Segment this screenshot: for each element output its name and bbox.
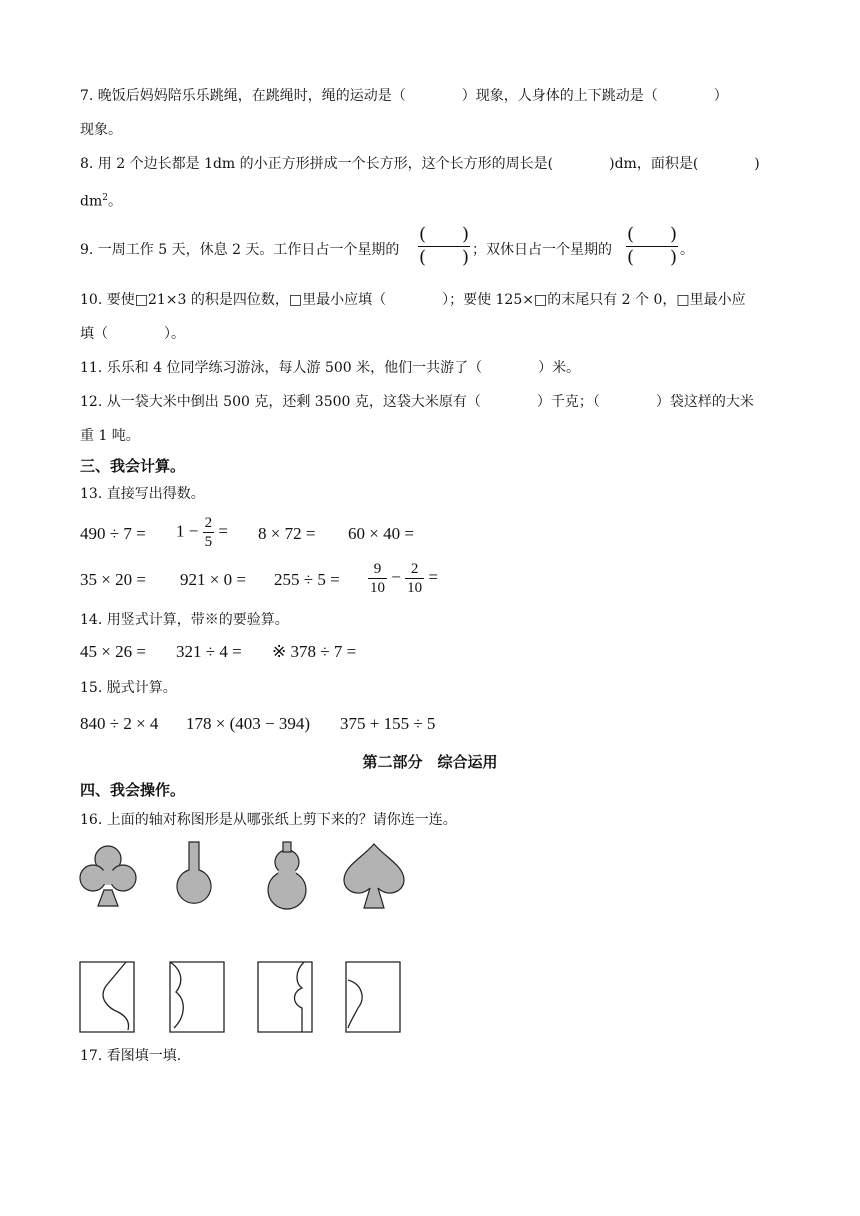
q13-item-h-operator: − [391, 567, 401, 587]
q15-label: 15. 脱式计算。 [80, 680, 177, 696]
q9-text-a: 9. 一周工作 5 天，休息 2 天。工作日占一个星期的 [80, 242, 400, 258]
gourd-shape-icon [264, 840, 310, 912]
q13-item-h [368, 560, 438, 597]
q15-item-1: 840 ÷ 2 × 4 [80, 714, 159, 733]
q10-line2: 填（ ）。 [80, 326, 185, 342]
q13-item-h-numerator-1: 9 [368, 560, 387, 579]
section3-title: 三、我会计算。 [80, 457, 186, 475]
q11-line: 11. 乐乐和 4 位同学练习游泳，每人游 500 米，他们一共游了（ ）米。 [80, 360, 581, 376]
q13-item-c: 8 × 72 = [258, 524, 316, 543]
q9-fraction-2-numerator: ( ) [626, 224, 678, 245]
q12-line2: 重 1 吨。 [80, 428, 140, 444]
q9-text-b: ；双休日占一个星期的 [472, 242, 612, 258]
q8-line1: 8. 用 2 个边长都是 1dm 的小正方形拼成一个长方形，这个长方形的周长是( )dm，面积是( ) [80, 156, 760, 172]
q8-line2 [80, 188, 122, 212]
q13-item-f: 921 × 0 = [180, 570, 246, 589]
q7-line1: 7. 晚饭后妈妈陪乐乐跳绳，在跳绳时，绳的运动是（ ）现象，人身体的上下跳动是（ ） [80, 88, 728, 104]
q13-item-h-post: = [428, 567, 438, 587]
q15-item-3: 375 + 155 ÷ 5 [340, 714, 436, 733]
paper-2-icon[interactable] [168, 958, 226, 1034]
round-flask-shape-icon [172, 840, 216, 912]
q13-item-b-post: = [218, 521, 228, 541]
q14-item-1: 45 × 26 = [80, 642, 146, 661]
q13-item-b-denominator: 5 [204, 534, 213, 550]
q13-item-d: 60 × 40 = [348, 524, 414, 543]
q13-item-a: 490 ÷ 7 = [80, 524, 146, 543]
q9-fraction-2-denominator: ( ) [626, 247, 678, 268]
paper-3-icon[interactable] [256, 958, 314, 1034]
q13-item-b-pre: 1 − [176, 521, 199, 541]
q8-unit-sup: 2 [102, 193, 108, 203]
q17-label: 17. 看图填一填. [80, 1048, 182, 1064]
q14-item-3: ※ 378 ÷ 7 = [272, 642, 357, 661]
q13-item-h-denominator-1: 10 [370, 580, 385, 596]
q13-item-h-numerator-2: 2 [405, 560, 424, 579]
paper-1-icon[interactable] [78, 958, 136, 1034]
q13-item-h-denominator-2: 10 [407, 580, 423, 596]
q9-fraction-1-numerator: ( ) [418, 224, 470, 245]
spade-shape-icon [342, 840, 406, 912]
q9-fraction-1-denominator: ( ) [418, 247, 470, 268]
q13-item-b-numerator: 2 [204, 515, 213, 531]
q8-end: 。 [107, 193, 122, 210]
q9-text-c: 。 [680, 242, 694, 258]
q13-label: 13. 直接写出得数。 [80, 486, 205, 502]
q14-item-2: 321 ÷ 4 = [176, 642, 242, 661]
q8-unit: dm [80, 193, 103, 210]
q9-fraction-blank-1 [418, 224, 470, 269]
q13-item-g: 255 ÷ 5 = [274, 570, 340, 589]
q15-item-2: 178 × (403 − 394) [186, 714, 310, 733]
q14-label: 14. 用竖式计算，带※的要验算。 [80, 612, 289, 628]
q16-label: 16. 上面的轴对称图形是从哪张纸上剪下来的？请你连一连。 [80, 812, 457, 828]
q12-line1: 12. 从一袋大米中倒出 500 克，还剩 3500 克，这袋大米原有（ ）千克；（ ）袋这样的大米 [80, 394, 754, 410]
q13-item-b [176, 514, 228, 551]
q10-line1: 10. 要使□21×3 的积是四位数，□里最小应填（ ）；要使 125×□的末尾只有 2 个 0，□里最小应 [80, 292, 746, 308]
part2-title: 第二部分 综合运用 [362, 753, 498, 771]
q7-line2: 现象。 [80, 122, 122, 138]
q13-item-e: 35 × 20 = [80, 570, 146, 589]
club-shape-icon [78, 842, 138, 912]
paper-4-icon[interactable] [344, 958, 402, 1034]
section4-title: 四、我会操作。 [80, 781, 186, 799]
q9-fraction-blank-2 [626, 224, 678, 269]
